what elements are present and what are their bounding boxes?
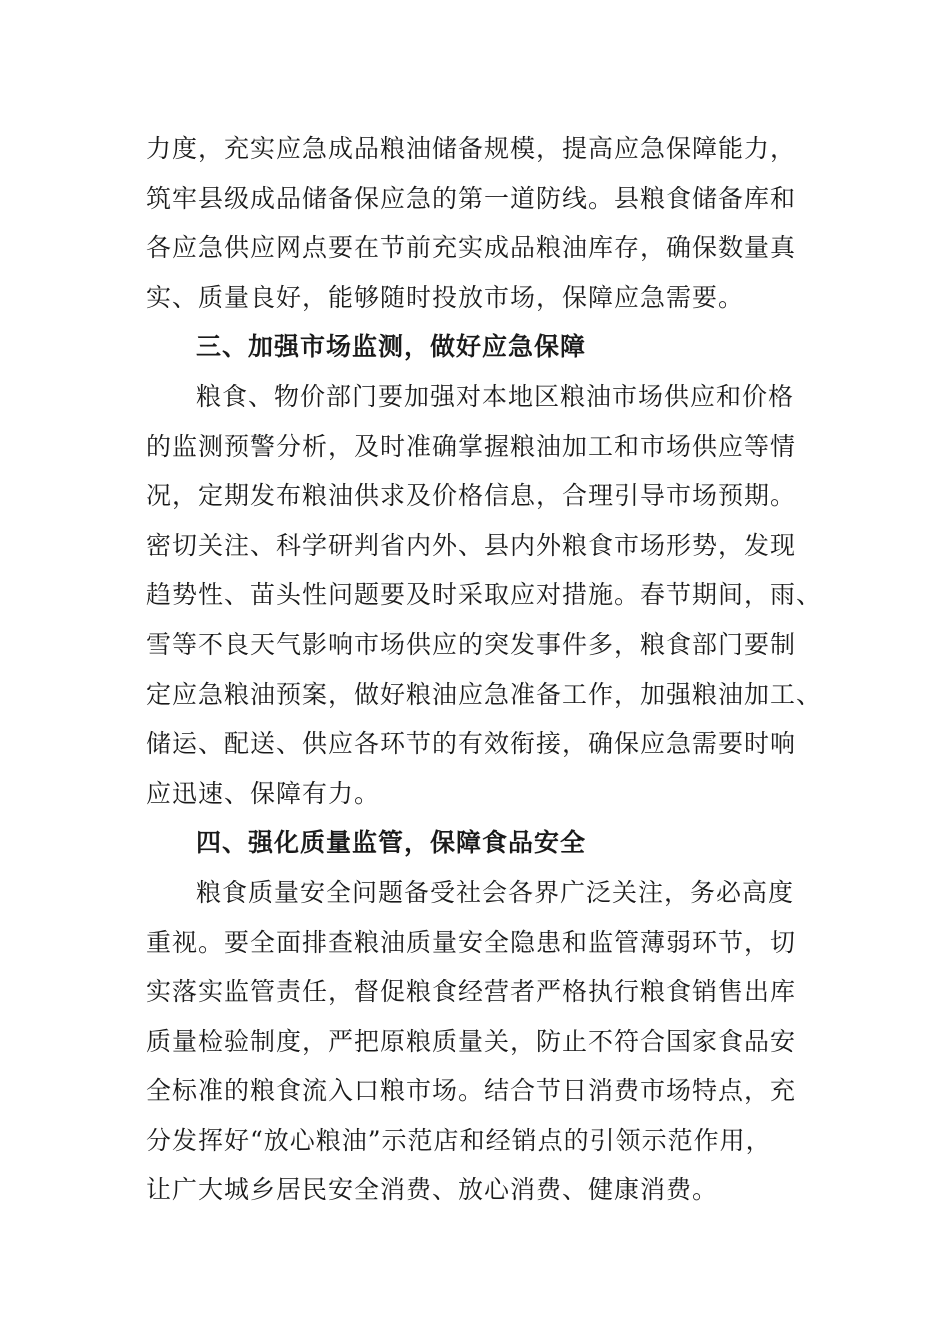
text-line: 况，定期发布粮油供求及价格信息，合理引导市场预期。 <box>146 481 797 511</box>
text-line: 定应急粮油预案，做好粮油应急准备工作，加强粮油加工、 <box>146 679 823 709</box>
text-line: 雪等不良天气影响市场供应的突发事件多，粮食部门要制 <box>146 629 797 659</box>
text-line: 全标准的粮食流入口粮市场。结合节日消费市场特点，充 <box>146 1076 797 1106</box>
text-line: 筑牢县级成品储备保应急的第一道防线。县粮食储备库和 <box>146 183 797 213</box>
text-line: 趋势性、苗头性问题要及时采取应对措施。春节期间，雨、 <box>146 580 823 610</box>
section-heading-4: 四、强化质量监管，保障食品安全 <box>196 828 587 858</box>
text-line: 各应急供应网点要在节前充实成品粮油库存，确保数量真 <box>146 233 797 263</box>
text-line: 实、质量良好，能够随时投放市场，保障应急需要。 <box>146 282 745 312</box>
text-line: 分发挥好“放心粮油”示范店和经销点的引领示范作用， <box>146 1125 772 1155</box>
text-line: 粮食、物价部门要加强对本地区粮油市场供应和价格 <box>196 381 795 411</box>
document-body <box>146 124 823 1215</box>
text-line: 实落实监管责任，督促粮食经营者严格执行粮食销售出库 <box>146 977 797 1007</box>
text-line: 粮食质量安全问题备受社会各界广泛关注，务必高度 <box>196 877 795 907</box>
text-line: 密切关注、科学研判省内外、县内外粮食市场形势，发现 <box>146 530 797 560</box>
text-line: 应迅速、保障有力。 <box>146 778 381 808</box>
text-line: 重视。要全面排查粮油质量安全隐患和监管薄弱环节，切 <box>146 927 797 957</box>
text-line: 质量检验制度，严把原粮质量关，防止不符合国家食品安 <box>146 1026 797 1056</box>
text-line: 储运、配送、供应各环节的有效衔接，确保应急需要时响 <box>146 729 797 759</box>
section-heading-3: 三、加强市场监测，做好应急保障 <box>196 332 587 362</box>
text-line: 让广大城乡居民安全消费、放心消费、健康消费。 <box>146 1175 719 1205</box>
text-line: 的监测预警分析，及时准确掌握粮油加工和市场供应等情 <box>146 431 797 461</box>
text-line: 力度，充实应急成品粮油储备规模，提高应急保障能力， <box>146 134 797 163</box>
